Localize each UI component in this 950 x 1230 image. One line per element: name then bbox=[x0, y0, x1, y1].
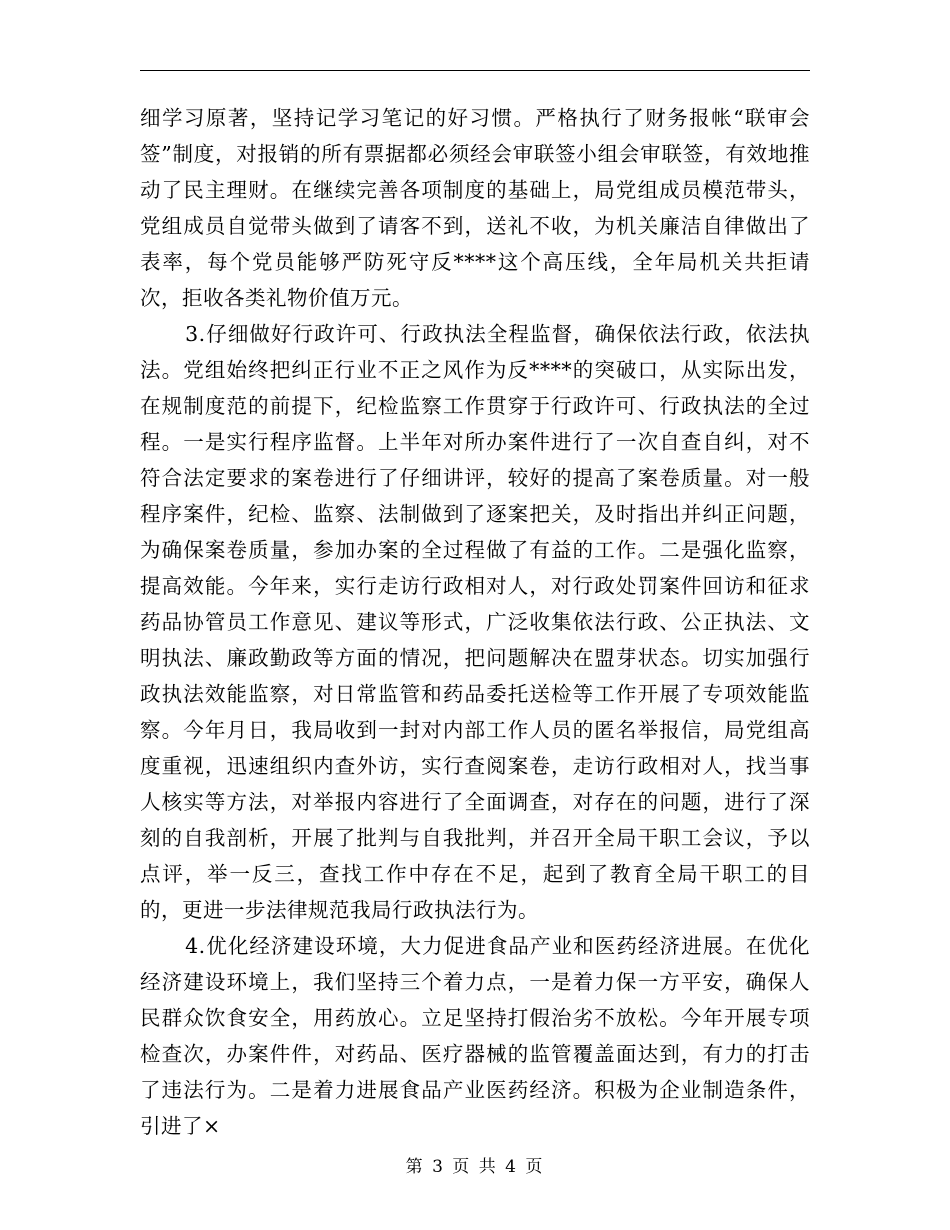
document-body bbox=[140, 100, 810, 1144]
paragraph-3: 4.优化经济建设环境，大力促进食品产业和医药经济进展。在优化经济建设环境上，我们坚持三个着力点，一是着力保一方平安，确保人民群众饮食安全，用药放心。立足坚持打假治劣不放松。今年开展专项检查次，办案件件，对药品、医疗器械的监管覆盖面达到，有力的打击了违法行为。二是着力进展食品产业医药经济。积极为企业制造条件，引进了× bbox=[140, 934, 810, 1138]
paragraph-2: 3.仔细做好行政许可、行政执法全程监督，确保依法行政，依法执法。党组始终把纠正行业不正之风作为反****的突破口，从实际出发，在规制度范的前提下，纪检监察工作贯穿于行政许可、行政执法的全过程。一是实行程序监督。上半年对所办案件进行了一次自查自纠，对不符合法定要求的案卷进行了仔细讲评，较好的提高了案卷质量。对一般程序案件，纪检、监察、法制做到了逐案把关，及时指出并纠正问题，为确保案卷质量，参加办案的全过程做了有益的工作。二是强化监察，提高效能。今年来，实行走访行政相对人，对行政处罚案件回访和征求药品协管员工作意见、建议等形式，广泛收集依法行政、公正执法、文明执法、廉政勤政等方面的情况，把问题解决在盟芽状态。切实加强行政执法效能监察，对日常监管和药品委托送检等工作开展了专项效能监察。今年月日，我局收到一封对内部工作人员的匿名举报信，局党组高度重视，迅速组织内查外访，实行查阅案卷，走访行政相对人，找当事人核实等方法，对举报内容进行了全面调查，对存在的问题，进行了深刻的自我剖析，开展了批判与自我批判，并召开全局干职工会议，予以点评，举一反三，查找工作中存在不足，起到了教育全局干职工的目的，更进一步法律规范我局行政执法行为。 bbox=[140, 322, 810, 922]
paragraph-1: 细学习原著，坚持记学习笔记的好习惯。严格执行了财务报帐“联审会签”制度，对报销的所有票据都必须经会审联签小组会审联签，有效地推动了民主理财。在继续完善各项制度的基础上，局党组成员模范带头，党组成员自觉带头做到了请客不到，送礼不收，为机关廉洁自律做出了表率，每个党员能够严防死守反****这个高压线，全年局机关共拒请次，拒收各类礼物价值万元。 bbox=[140, 106, 810, 310]
page-number-footer: 第 3 页 共 4 页 bbox=[405, 1157, 545, 1177]
header-rule bbox=[140, 70, 810, 71]
